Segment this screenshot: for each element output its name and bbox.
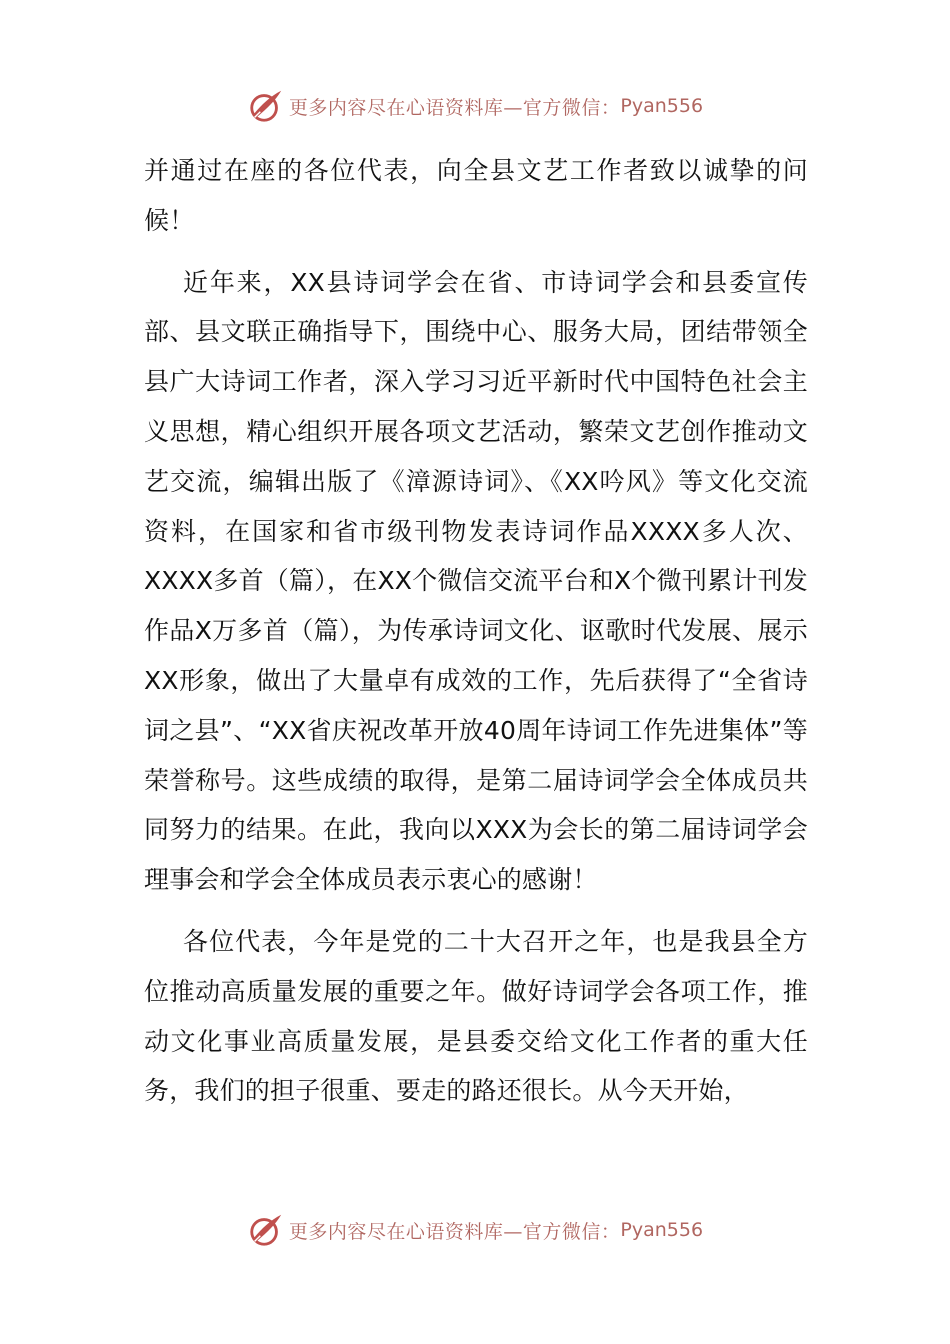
footer-watermark — [0, 1210, 950, 1250]
header-watermark — [0, 86, 950, 126]
watermark-text: 更多内容尽在心语资料库—官方微信： — [288, 96, 621, 119]
quill-logo-icon — [247, 87, 285, 125]
paragraph-continuation: 并通过在座的各位代表，向全县文艺工作者致以诚挚的问候！ — [144, 156, 808, 235]
watermark-wechat-id: Pyan556 — [620, 95, 704, 117]
paragraph-representatives: 各位代表，今年是党的二十大召开之年，也是我县全方位推动高质量发展的重要之年。做好诗词学会各项工作，推动文化事业高质量发展，是县委交给文化工作者的重大任务，我们的担子很重、要走的路还很长。从今天开始， — [144, 926, 808, 1106]
quill-logo-icon — [247, 1211, 285, 1249]
watermark-wechat-id: Pyan556 — [620, 1219, 704, 1241]
paragraph-achievements: 近年来，XX县诗词学会在省、市诗词学会和县委宣传部、县文联正确指导下，围绕中心、服务大局，团结带领全县广大诗词工作者，深入学习习近平新时代中国特色社会主义思想，精心组织开展各项文艺活动，繁荣文艺创作推动文艺交流，编辑出版了《漳源诗词》、《XX吟风》等文化交流资料，在国家和省市级刊物发表诗词作品XXXX多人次、XXXX多首（篇），在XX个微信交流平台和X个微刊累计刊发作品X万多首（篇），为传承诗词文化、讴歌时代发展、展示XX形象，做出了大量卓有成效的工作，先后获得了“全省诗词之县”、“XX省庆祝改革开放40周年诗词工作先进集体”等荣誉称号。这些成绩的取得，是第二届诗词学会全体成员共同努力的结果。在此，我向以XXX为会长的第二届诗词学会理事会和学会全体成员表示衷心的感谢！ — [144, 267, 808, 895]
document-body — [144, 146, 808, 1128]
watermark-text: 更多内容尽在心语资料库—官方微信： — [288, 1220, 621, 1243]
